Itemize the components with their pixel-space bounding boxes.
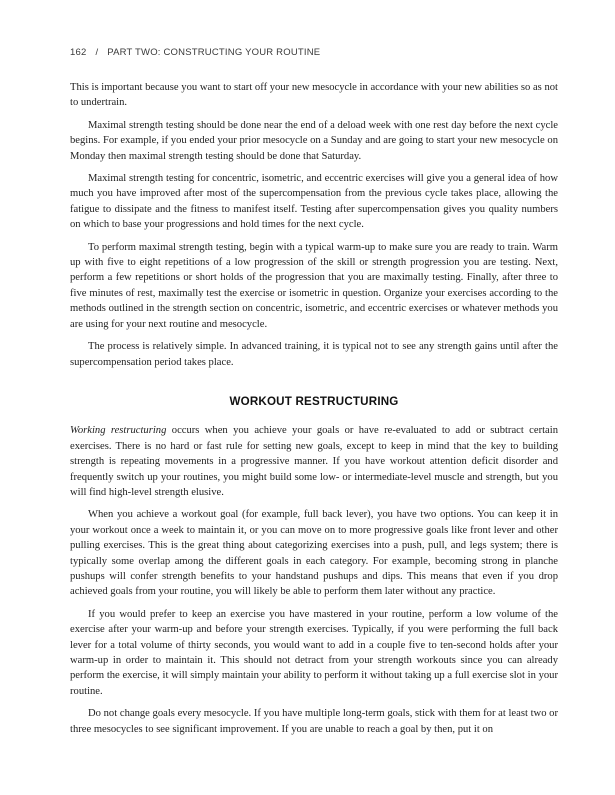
body-text bbox=[70, 80, 558, 744]
page-number: 162 bbox=[70, 47, 87, 58]
part-title: PART TWO: CONSTRUCTING YOUR ROUTINE bbox=[107, 47, 321, 58]
paragraph: Do not change goals every mesocycle. If you have multiple long-term goals, stick with them for at least two or three mesocycles to see significant improvement. If you are unable to reach a goal by then, put it on bbox=[70, 708, 558, 735]
section-heading: WORKOUT RESTRUCTURING bbox=[229, 394, 399, 408]
paragraph: Maximal strength testing for concentric, isometric, and eccentric exercises will give you a general idea of how much you have improved after most of the supercompensation from the previous cycle takes place, allowing the fatigue to dissipate and the fitness to manifest itself. Testing after supercompensation gives you quality numbers on which to base your progressions and hold times for the next cycle. bbox=[70, 173, 558, 231]
header-separator: / bbox=[95, 47, 99, 58]
paragraph: If you would prefer to keep an exercise you have mastered in your routine, perform a low volume of the exercise after your warm-up and before your strength exercises. Typically, if you were performing the full back lever for a total volume of thirty seconds, you would want to add in a couple five to ten-second holds after your warm-up in order to maintain it. This should not detract from your strength workouts since you can already perform the exercise, it will simply maintain your ability to perform it without taking up a full exercise slot in your routine. bbox=[70, 608, 558, 697]
paragraph: The process is relatively simple. In advanced training, it is typical not to see any strength gains until after the supercompensation period takes place. bbox=[70, 341, 558, 368]
paragraph: When you achieve a workout goal (for example, full back lever), you have two options. You can keep it in your workout once a week to maintain it, or you can move on to more progressive goals like front lever and other pulling exercises. This is the great thing about categorizing exercises into a push, pull, and legs system; there is typically some overlap among the different goals in each category. For example, becoming strong in planche pushups will confer strength benefits to your handstand pushups and dips. This means that even if you drop achieved goals from your routine, you will likely be able to perform them later without any practice. bbox=[70, 509, 558, 598]
defined-term: Working restructuring bbox=[70, 425, 167, 437]
paragraph: Maximal strength testing should be done near the end of a deload week with one rest day before the next cycle begins. For example, if you ended your prior mesocycle on a Sunday and are going to start your new mesocycle on Monday then maximal strength testing should be done that Saturday. bbox=[70, 119, 558, 162]
paragraph: To perform maximal strength testing, begin with a typical warm-up to make sure you are ready to train. Warm up with five to eight repetitions of a low progression of the skill or strength progression you are testing. Next, perform a few repetitions or short holds of the progression that you are maximally testing. Finally, after three to five minutes of rest, maximally test the exercise or isometric in question. Organize your exercises according to the methods outlined in the strength section on concentric, isometric, and eccentric exercises or whatever methods you are using for your next routine and mesocycle. bbox=[70, 241, 558, 330]
running-head bbox=[70, 47, 320, 58]
section-intro-text: occurs when you achieve your goals or have re-evaluated to add or subtract certain exercises. There is no hard or fast rule for setting new goals, except to keep in mind that the key to building strength is repeating movements in a progressive manner. If you have workout attention deficit disorder and frequently switch up your routines, you might build some low- or intermediate-level muscle and strength, but you will find high-level strength elusive. bbox=[70, 425, 558, 498]
paragraph: This is important because you want to start off your new mesocycle in accordance with your new abilities so as not to undertrain. bbox=[70, 82, 558, 109]
section-intro-paragraph bbox=[70, 423, 558, 500]
